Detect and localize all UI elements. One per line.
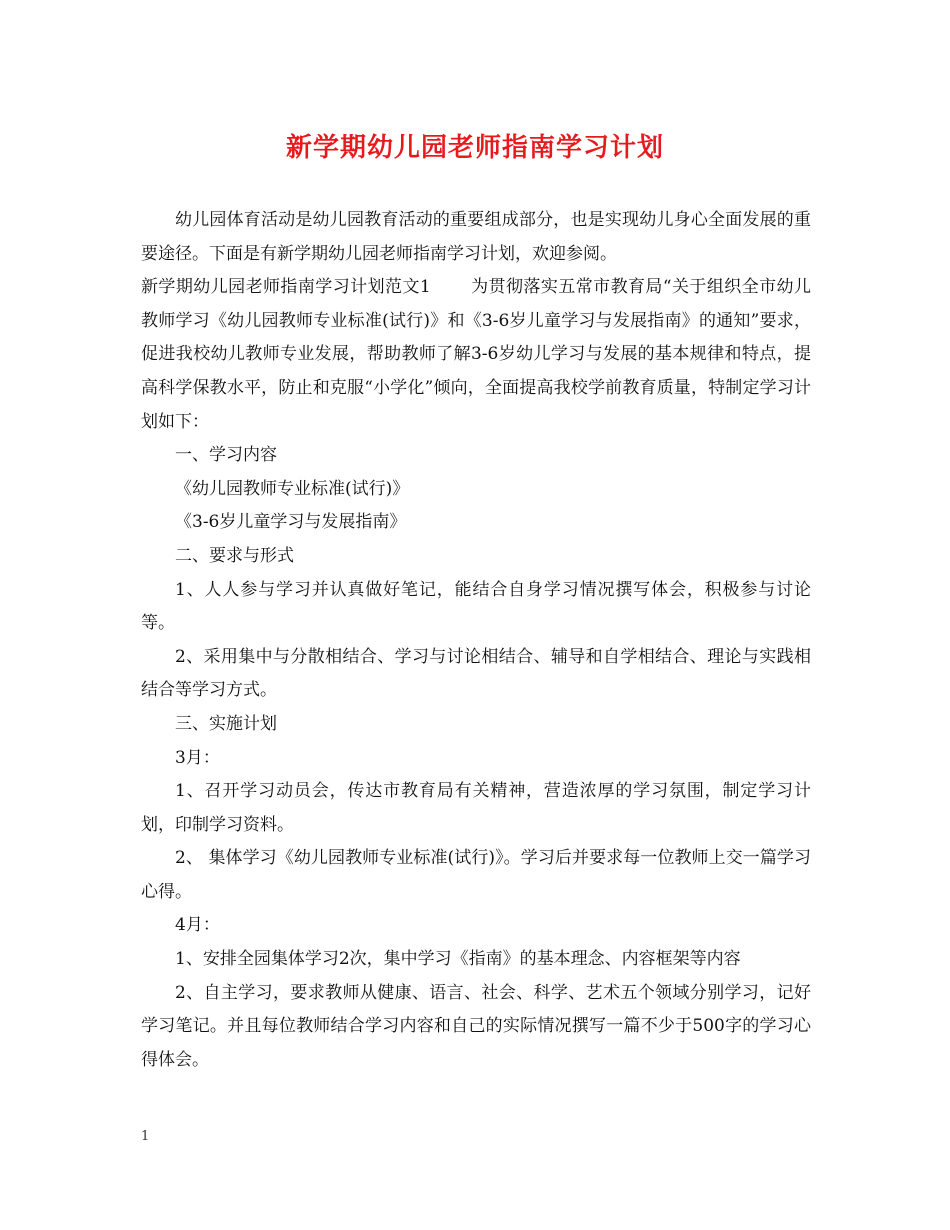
sample-paragraph (141, 271, 811, 439)
sample-heading: 新学期幼儿园老师指南学习计划范文1 (141, 277, 431, 298)
section-heading-requirements: 二、要求与形式 (175, 545, 294, 566)
april-item-1: 1、安排全园集体学习2次，集中学习《指南》的基本理念、内容框架等内容 (175, 949, 741, 970)
requirement-item-2: 2、采用集中与分散相结合、学习与讨论相结合、辅导和自学相结合、理论与实践相结合等学习方式。 (141, 646, 811, 701)
intro-paragraph: 幼儿园体育活动是幼儿园教育活动的重要组成部分，也是实现幼儿身心全面发展的重要途径。下面是有新学期幼儿园老师指南学习计划，欢迎参阅。 (141, 210, 811, 264)
march-item-2: 2、 集体学习《幼儿园教师专业标准(试行)》。学习后并要求每一位教师上交一篇学习心得。 (141, 848, 811, 902)
requirement-item-1: 1、人人参与学习并认真做好笔记，能结合自身学习情况撰写体会，积极参与讨论等。 (141, 579, 811, 634)
march-item-1: 1、召开学习动员会，传达市教育局有关精神，营造浓厚的学习氛围，制定学习计划，印制学习资料。 (141, 781, 811, 835)
study-item-guide: 《3-6岁儿童学习与发展指南》 (175, 512, 407, 533)
month-heading-april: 4月： (175, 915, 220, 936)
document-body (141, 204, 811, 1077)
month-heading-march: 3月： (175, 747, 220, 768)
study-item-standard: 《幼儿园教师专业标准(试行)》 (175, 478, 410, 499)
document-title: 新学期幼儿园老师指南学习计划 (285, 133, 664, 163)
sample-body-text: 为贯彻落实五常市教育局“关于组织全市幼儿教师学习《幼儿园教师专业标准(试行)》和《3-6岁儿童学习与发展指南》的通知”要求，促进我校幼儿教师专业发展，帮助教师了解3-6岁幼儿学习与发展的基本规律和特点，提高科学保教水平，防止和克服“小学化”倾向，全面提高我校学前教育质量，特制定学习计划如下： (141, 277, 811, 432)
page-number: 1 (141, 1129, 150, 1144)
section-heading-plan: 三、实施计划 (175, 713, 277, 734)
april-item-2: 2、自主学习，要求教师从健康、语言、社会、科学、艺术五个领域分别学习，记好学习笔记。并且每位教师结合学习内容和自己的实际情况撰写一篇不少于500字的学习心得体会。 (141, 982, 811, 1070)
section-heading-content: 一、学习内容 (175, 445, 277, 466)
